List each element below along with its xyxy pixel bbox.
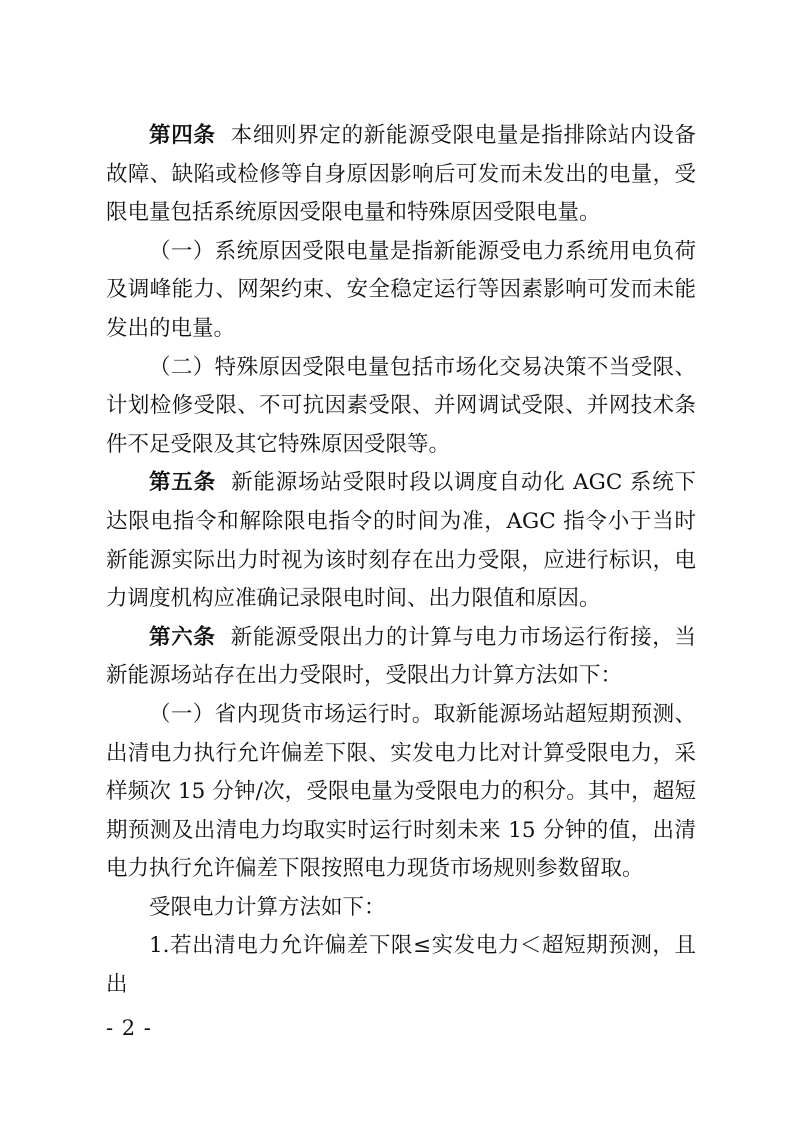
method-item-1-paragraph	[106, 927, 696, 1004]
special-cause-text: （二）特殊原因受限电量包括市场化交易决策不当受限、计划检修受限、不可抗因素受限、并网调试受限、并网技术条件不足受限及其它特殊原因受限等。	[106, 354, 696, 457]
document-body	[106, 117, 696, 1005]
article-5-paragraph	[106, 464, 696, 618]
special-cause-paragraph	[106, 349, 696, 465]
article-4-text: 本细则界定的新能源受限电量是指排除站内设备故障、缺陷或检修等自身原因影响后可发而未发出的电量，受限电量包括系统原因受限电量和特殊原因受限电量。	[106, 123, 696, 226]
article-6-text: 新能源受限出力的计算与电力市场运行衔接，当新能源场站存在出力受限时，受限出力计算方法如下：	[106, 624, 696, 689]
spot-market-text: （一）省内现货市场运行时。取新能源场站超短期预测、出清电力执行允许偏差下限、实发电力比对计算受限电力，采样频次 15 分钟/次，受限电量为受限电力的积分。其中，超短期预测及出清电力均取实时运行时刻未来 15 分钟的值，出清电力执行允许偏差下限按照电力现货市场规则参数留取。	[106, 701, 696, 882]
article-4-paragraph	[106, 117, 696, 233]
system-cause-paragraph	[106, 233, 696, 349]
spot-market-paragraph	[106, 696, 696, 889]
method-intro-text: 受限电力计算方法如下：	[149, 894, 386, 920]
article-5-text: 新能源场站受限时段以调度自动化 AGC 系统下达限电指令和解除限电指令的时间为准，AGC 指令小于当时新能源实际出力时视为该时刻存在出力受限，应进行标识，电力调度机构应准确记录限电时间、出力限值和原因。	[106, 470, 696, 612]
system-cause-text: （一）系统原因受限电量是指新能源受电力系统用电负荷及调峰能力、网架约束、安全稳定运行等因素影响可发而未能发出的电量。	[106, 238, 696, 341]
article-5-heading: 第五条	[149, 470, 216, 496]
article-6-heading: 第六条	[149, 624, 216, 650]
article-4-heading: 第四条	[149, 123, 216, 148]
method-intro-paragraph	[106, 889, 696, 928]
page-number: - 2 -	[106, 1016, 152, 1040]
article-6-paragraph	[106, 619, 696, 696]
method-item-1-text: 1.若出清电力允许偏差下限≤实发电力＜超短期预测，且出	[106, 933, 696, 998]
